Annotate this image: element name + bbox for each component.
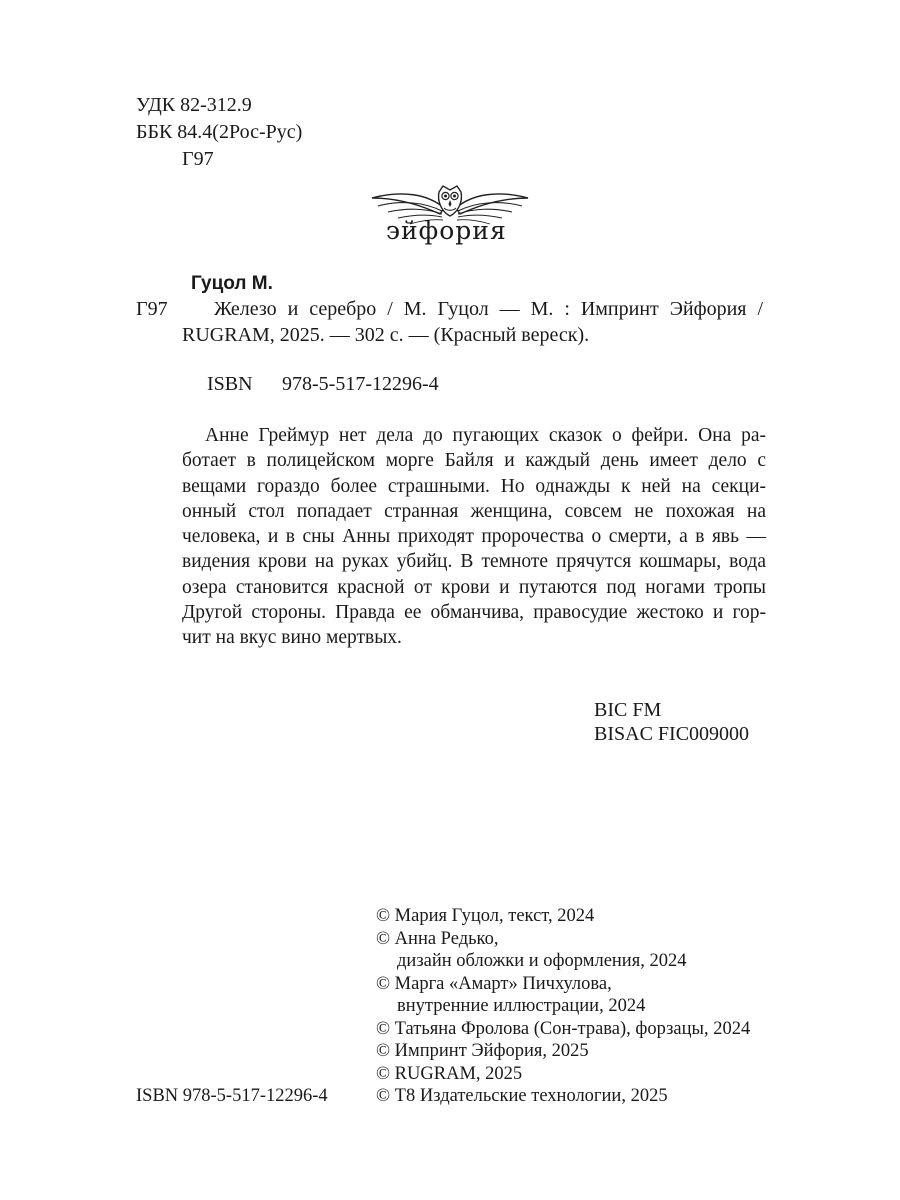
copyright-line: © Татьяна Фролова (Сон-трава), форзацы, 2024 <box>376 1019 751 1039</box>
copyright-line: © RUGRAM, 2025 <box>376 1064 523 1084</box>
copyright-line: © Т8 Издательские технологии, 2025 <box>376 1086 668 1106</box>
annotation-line: видения крови на руках убийц. В темноте прячутся кошмары, вода <box>182 551 766 573</box>
bbk-code: ББК 84.4(2Рос-Рус) <box>136 121 303 143</box>
annotation-line: человека, и в сны Анны приходят пророчества о смерти, а в явь — <box>182 526 766 548</box>
author-name: Гуцол М. <box>191 273 273 294</box>
bisac-code: BISAC FIC009000 <box>594 723 750 745</box>
annotation-line: чит на вкус вино мертвых. <box>182 627 402 649</box>
annotation-line: Анне Греймур нет дела до пугающих сказок о фейри. Она ра- <box>205 425 766 446</box>
copyright-line: © Импринт Эйфория, 2025 <box>376 1041 589 1061</box>
author-mark: Г97 <box>182 148 214 170</box>
annotation <box>182 423 766 651</box>
bottom-isbn: ISBN 978-5-517-12296-4 <box>136 1086 328 1106</box>
annotation-line: озера становится красной от крови и путаются под ногами тропы <box>182 576 766 598</box>
annotation-line: Другой стороны. Правда ее обманчива, правосудие жестоко и гор- <box>182 602 766 624</box>
publisher-logo <box>366 180 534 255</box>
copyright-line: © Мария Гуцол, текст, 2024 <box>376 906 595 926</box>
isbn-value: 978-5-517-12296-4 <box>282 373 439 395</box>
udk-code: УДК 82-312.9 <box>136 94 252 116</box>
record-mark: Г97 <box>136 298 168 320</box>
copyright-line: дизайн обложки и оформления, 2024 <box>397 951 687 971</box>
annotation-line: онный стол попадает странная женщина, совсем не похожая на <box>182 500 766 522</box>
isbn-label: ISBN <box>207 373 253 395</box>
record-line-2: RUGRAM, 2025. — 302 с. — (Красный вереск). <box>182 324 590 346</box>
copyright-line: © Анна Редько, <box>376 929 499 949</box>
copyright-line: © Марга «Амарт» Пичхулова, <box>376 974 612 994</box>
annotation-line: ботает в полицейском морге Байля и каждый день имеет дело с <box>182 450 766 472</box>
copyright-line: внутренние иллюстрации, 2024 <box>397 996 646 1016</box>
annotation-line: вещами гораздо более страшными. Но однажды к ней на секци- <box>182 475 766 497</box>
bic-code: BIC FM <box>594 699 662 721</box>
logo-wordmark: эйфория <box>386 216 507 245</box>
record-line-1: Железо и серебро / М. Гуцол — М. : Импринт Эйфория / <box>214 298 763 320</box>
